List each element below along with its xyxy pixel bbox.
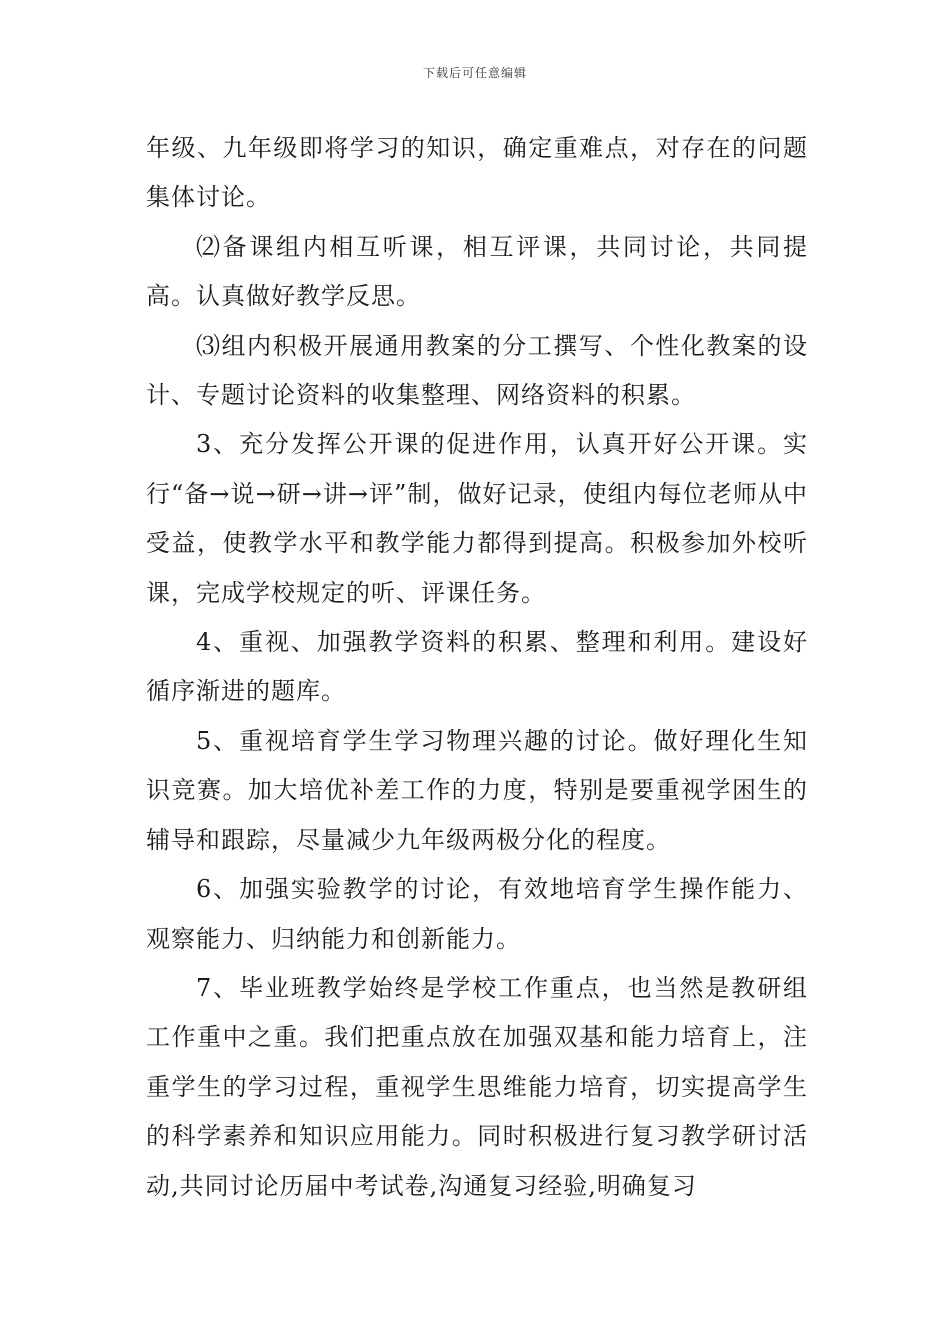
- paragraph-section-3: 3、充分发挥公开课的促进作用，认真开好公开课。实行“备→说→研→讲→评”制，做好记录，使组内每位老师从中受益，使教学水平和教学能力都得到提高。积极参加外校听课，完成学校规定的听、评课任务。: [146, 430, 808, 607]
- paragraph-continuation: 年级、九年级即将学习的知识，确定重难点，对存在的问题集体讨论。: [146, 134, 808, 212]
- paragraph-section-6: 6、加强实验教学的讨论，有效地培育学生操作能力、观察能力、归纳能力和创新能力。: [146, 875, 808, 953]
- page-header: 下载后可任意编辑: [422, 66, 527, 80]
- paragraph-item-2: ⑵备课组内相互听课，相互评课，共同讨论，共同提高。认真做好教学反思。: [146, 232, 808, 311]
- paragraph-section-7: 7、毕业班教学始终是学校工作重点，也当然是教研组工作重中之重。我们把重点放在加强双基和能力培育上，注重学生的学习过程，重视学生思维能力培育，切实提高学生的科学素养和知识应用能力。同时积极进行复习教学研讨活动,共同讨论历届中考试卷,沟通复习经验,明确复习: [146, 973, 808, 1200]
- paragraph-section-4: 4、重视、加强教学资料的积累、整理和利用。建设好循序渐进的题库。: [146, 628, 808, 706]
- paragraph-item-3: ⑶组内积极开展通用教案的分工撰写、个性化教案的设计、专题讨论资料的收集整理、网络资料的积累。: [146, 331, 808, 410]
- paragraph-section-5: 5、重视培育学生学习物理兴趣的讨论。做好理化生知识竞赛。加大培优补差工作的力度，特别是要重视学困生的辅导和跟踪，尽量减少九年级两极分化的程度。: [146, 726, 808, 854]
- document-body: [146, 124, 808, 1211]
